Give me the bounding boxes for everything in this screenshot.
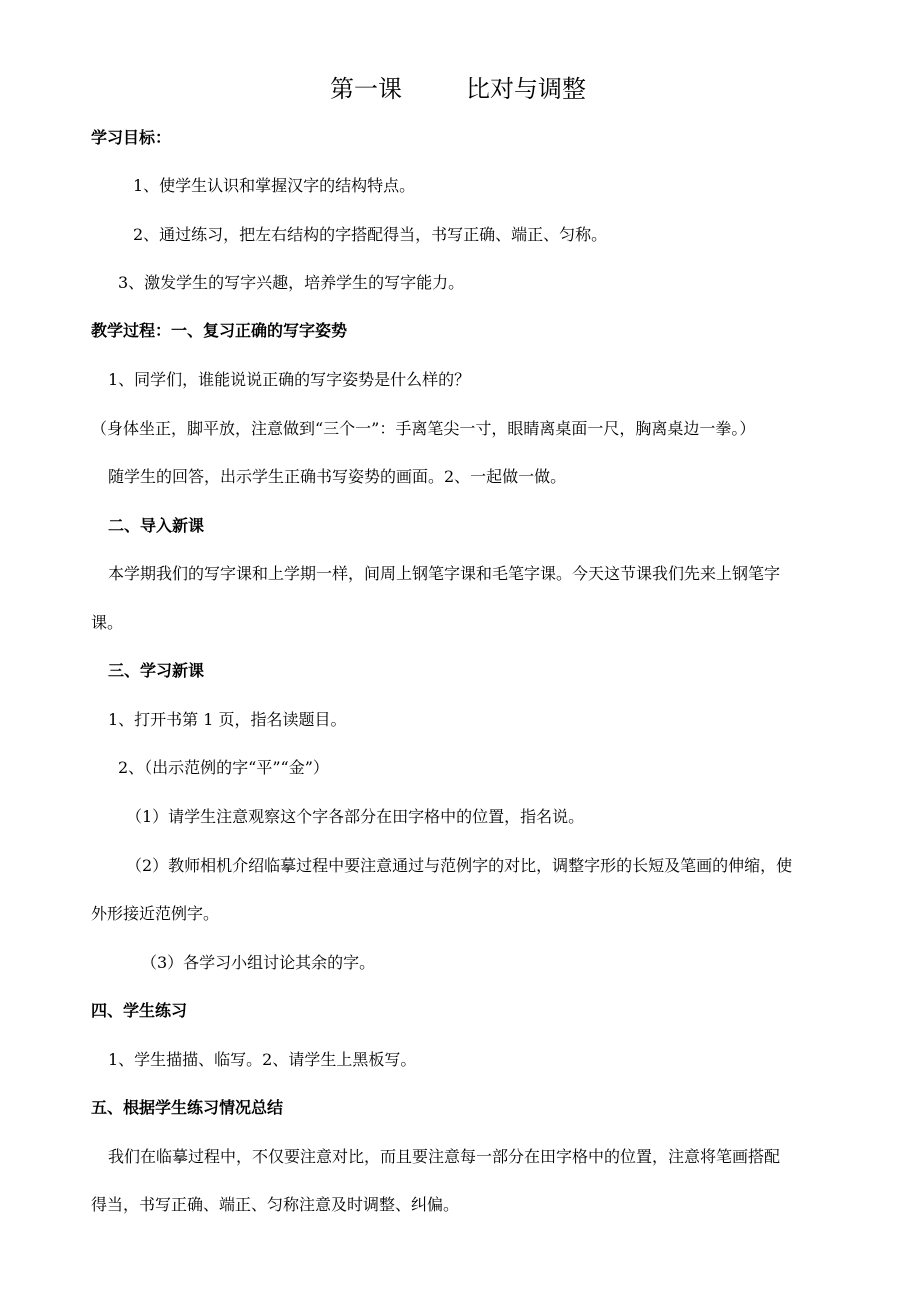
section-3-subitem-line-1: （2）教师相机介绍临摹过程中要注意通过与范例字的对比，调整字形的长短及笔画的伸缩，使: [126, 856, 793, 875]
process-follow-up: 随学生的回答，出示学生正确书写姿势的画面。2、一起做一做。: [108, 467, 567, 486]
section-3-subitem: （3）各学习小组讨论其余的字。: [141, 953, 376, 972]
process-question: 1、同学们，谁能说说正确的写字姿势是什么样的？: [108, 370, 471, 389]
section-5-paragraph-line-2: 得当，书写正确、端正、匀称注意及时调整、纠偏。: [91, 1195, 460, 1214]
section-2-paragraph-line-1: 本学期我们的写字课和上学期一样，间周上钢笔字课和毛笔字课。今天这节课我们先来上钢笔字: [108, 564, 781, 583]
objectives-heading: 学习目标：: [91, 128, 172, 147]
lesson-number: 第一课: [330, 75, 402, 103]
objective-item: 1、使学生认识和掌握汉字的结构特点。: [133, 176, 416, 195]
objective-item: 3、激发学生的写字兴趣，培养学生的写字能力。: [118, 273, 465, 292]
section-3-subitem-line-2: 外形接近范例字。: [91, 904, 220, 923]
section-3-heading: 三、学习新课: [108, 661, 205, 680]
section-5-heading: 五、根据学生练习情况总结: [91, 1098, 284, 1117]
objective-item: 2、通过练习，把左右结构的字搭配得当，书写正确、端正、匀称。: [133, 225, 608, 244]
section-3-item: 1、打开书第 1 页，指名读题目。: [108, 710, 347, 729]
section-4-item: 1、学生描描、临写。2、请学生上黑板写。: [108, 1050, 417, 1069]
lesson-name: 比对与调整: [466, 75, 586, 103]
section-3-subitem: （1）请学生注意观察这个字各部分在田字格中的位置，指名说。: [126, 807, 585, 826]
process-heading: 教学过程：一、复习正确的写字姿势: [91, 321, 348, 340]
section-2-heading: 二、导入新课: [108, 516, 205, 535]
section-2-paragraph-line-2: 课。: [91, 613, 124, 632]
lesson-title: [330, 74, 586, 104]
section-4-heading: 四、学生练习: [91, 1001, 188, 1020]
section-5-paragraph-line-1: 我们在临摹过程中，不仅要注意对比，而且要注意每一部分在田字格中的位置，注意将笔画搭配: [108, 1147, 781, 1166]
process-answer: （身体坐正，脚平放，注意做到“三个一”：手离笔尖一寸，眼睛离桌面一尺，胸离桌边一拳。）: [91, 419, 756, 438]
section-3-item: 2、（出示范例的字“平”“金”）: [118, 758, 329, 777]
